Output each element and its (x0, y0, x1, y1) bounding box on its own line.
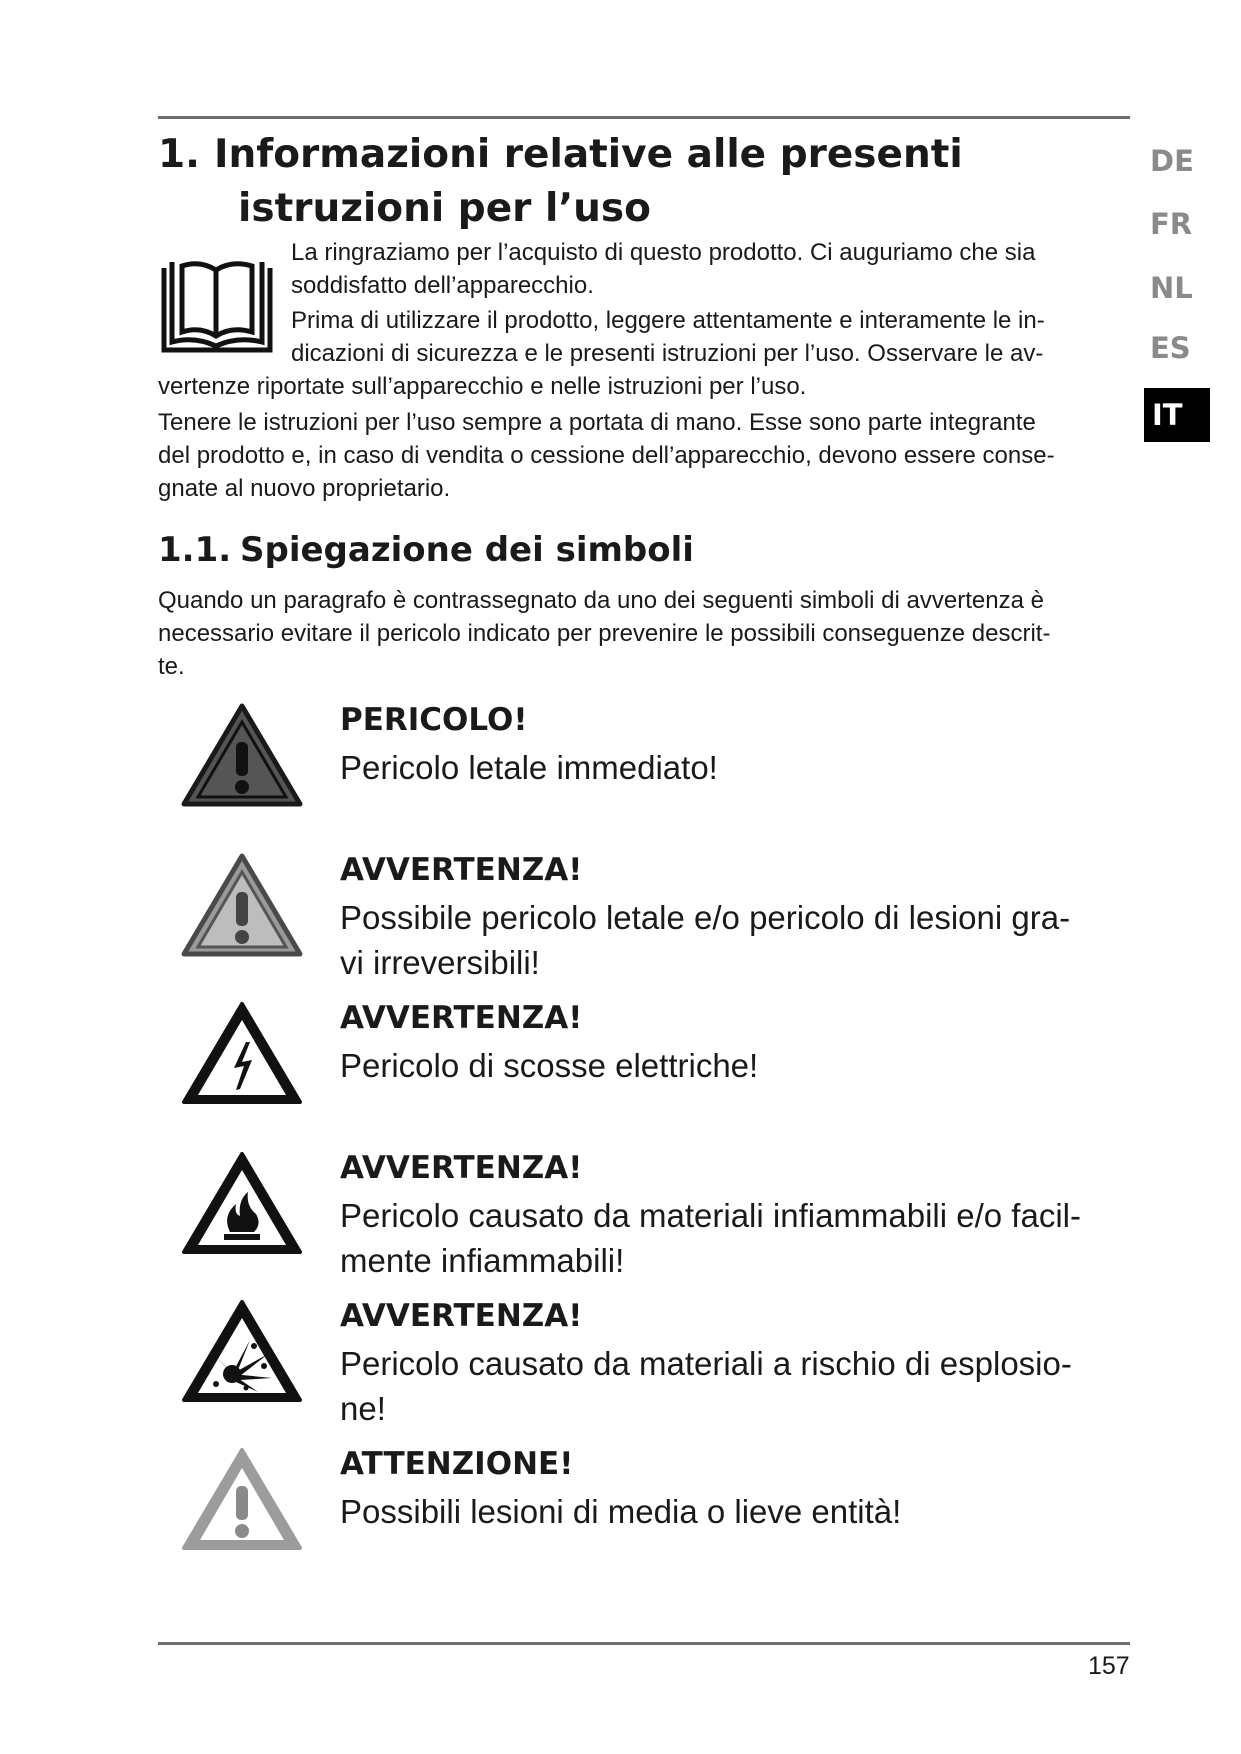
intro-line: La ringraziamo per l’acquisto di questo prodotto. Ci auguriamo che sia (291, 239, 1036, 266)
warning-exclamation-icon (180, 850, 305, 962)
intro-text (158, 236, 1130, 505)
warning-text-line: Pericolo causato da materiali a rischio di esplosio- (340, 1345, 1072, 1382)
intro-line: del prodotto e, in caso di vendita o cessione dell’apparecchio, devono essere conse- (158, 442, 1055, 469)
warning-label: ATTENZIONE! (340, 1446, 574, 1482)
warning-label: AVVERTENZA! (340, 1000, 583, 1036)
symbols-intro-line: necessario evitare il pericolo indicato per prevenire le possibili conseguenze descrit- (158, 620, 1051, 647)
intro-line: dicazioni di sicurezza e le presenti istruzioni per l’uso. Osservare le av- (291, 340, 1044, 367)
language-tab-nl[interactable]: NL (1150, 271, 1193, 305)
symbols-intro-line: Quando un paragrafo è contrassegnato da uno dei seguenti simboli di avvertenza è (158, 587, 1044, 614)
warning-text (340, 1193, 1120, 1283)
language-tab-es[interactable]: ES (1150, 331, 1191, 365)
explosive-icon (180, 1296, 305, 1408)
section-title-line2: istruzioni per l’uso (238, 186, 651, 231)
intro-line: gnate al nuovo proprietario. (158, 475, 451, 502)
language-tab-fr[interactable]: FR (1150, 207, 1193, 241)
section-title-line1: Informazioni relative alle presenti (214, 132, 963, 177)
symbols-intro-line: te. (158, 653, 185, 680)
intro-line: soddisfatto dell’apparecchio. (291, 272, 594, 299)
warning-label: AVVERTENZA! (340, 852, 583, 888)
warning-text (340, 1341, 1120, 1431)
warning-label: AVVERTENZA! (340, 1298, 583, 1334)
intro-line: vertenze riportate sull’apparecchio e nelle istruzioni per l’uso. (158, 373, 807, 400)
top-rule (158, 116, 1130, 119)
warning-text-line: vi irreversibili! (340, 944, 540, 981)
warning-text-line: Pericolo causato da materiali infiammabili e/o facil- (340, 1197, 1081, 1234)
section-heading (158, 128, 1018, 236)
page-number: 157 (1088, 1652, 1130, 1680)
subsection-heading (158, 530, 694, 570)
warning-text-line: Possibile pericolo letale e/o pericolo di lesioni gra- (340, 899, 1071, 936)
warning-label: PERICOLO! (340, 702, 528, 738)
warning-text (340, 895, 1120, 985)
bottom-rule (158, 1642, 1130, 1645)
subsection-number: 1.1. (158, 530, 232, 570)
electric-shock-icon (180, 998, 305, 1110)
warning-label: AVVERTENZA! (340, 1150, 583, 1186)
warning-text: Pericolo letale immediato! (340, 749, 718, 786)
language-tab-it-active[interactable]: IT (1144, 388, 1210, 442)
flammable-icon (180, 1148, 305, 1260)
language-tab-de[interactable]: DE (1150, 144, 1194, 178)
symbols-intro-text (158, 584, 1130, 683)
warning-text-line: ne! (340, 1390, 386, 1427)
section-number: 1. (158, 132, 200, 177)
caution-exclamation-icon (180, 1444, 305, 1556)
warning-text: Pericolo di scosse elettriche! (340, 1047, 759, 1084)
intro-line: Tenere le istruzioni per l’uso sempre a portata di mano. Esse sono parte integrante (158, 409, 1036, 436)
danger-exclamation-icon (180, 700, 305, 812)
warning-text: Possibili lesioni di media o lieve entità! (340, 1493, 902, 1530)
subsection-title: Spiegazione dei simboli (240, 530, 694, 570)
warning-text-line: mente infiammabili! (340, 1242, 625, 1279)
intro-line: Prima di utilizzare il prodotto, leggere attentamente e interamente le in- (291, 307, 1045, 334)
